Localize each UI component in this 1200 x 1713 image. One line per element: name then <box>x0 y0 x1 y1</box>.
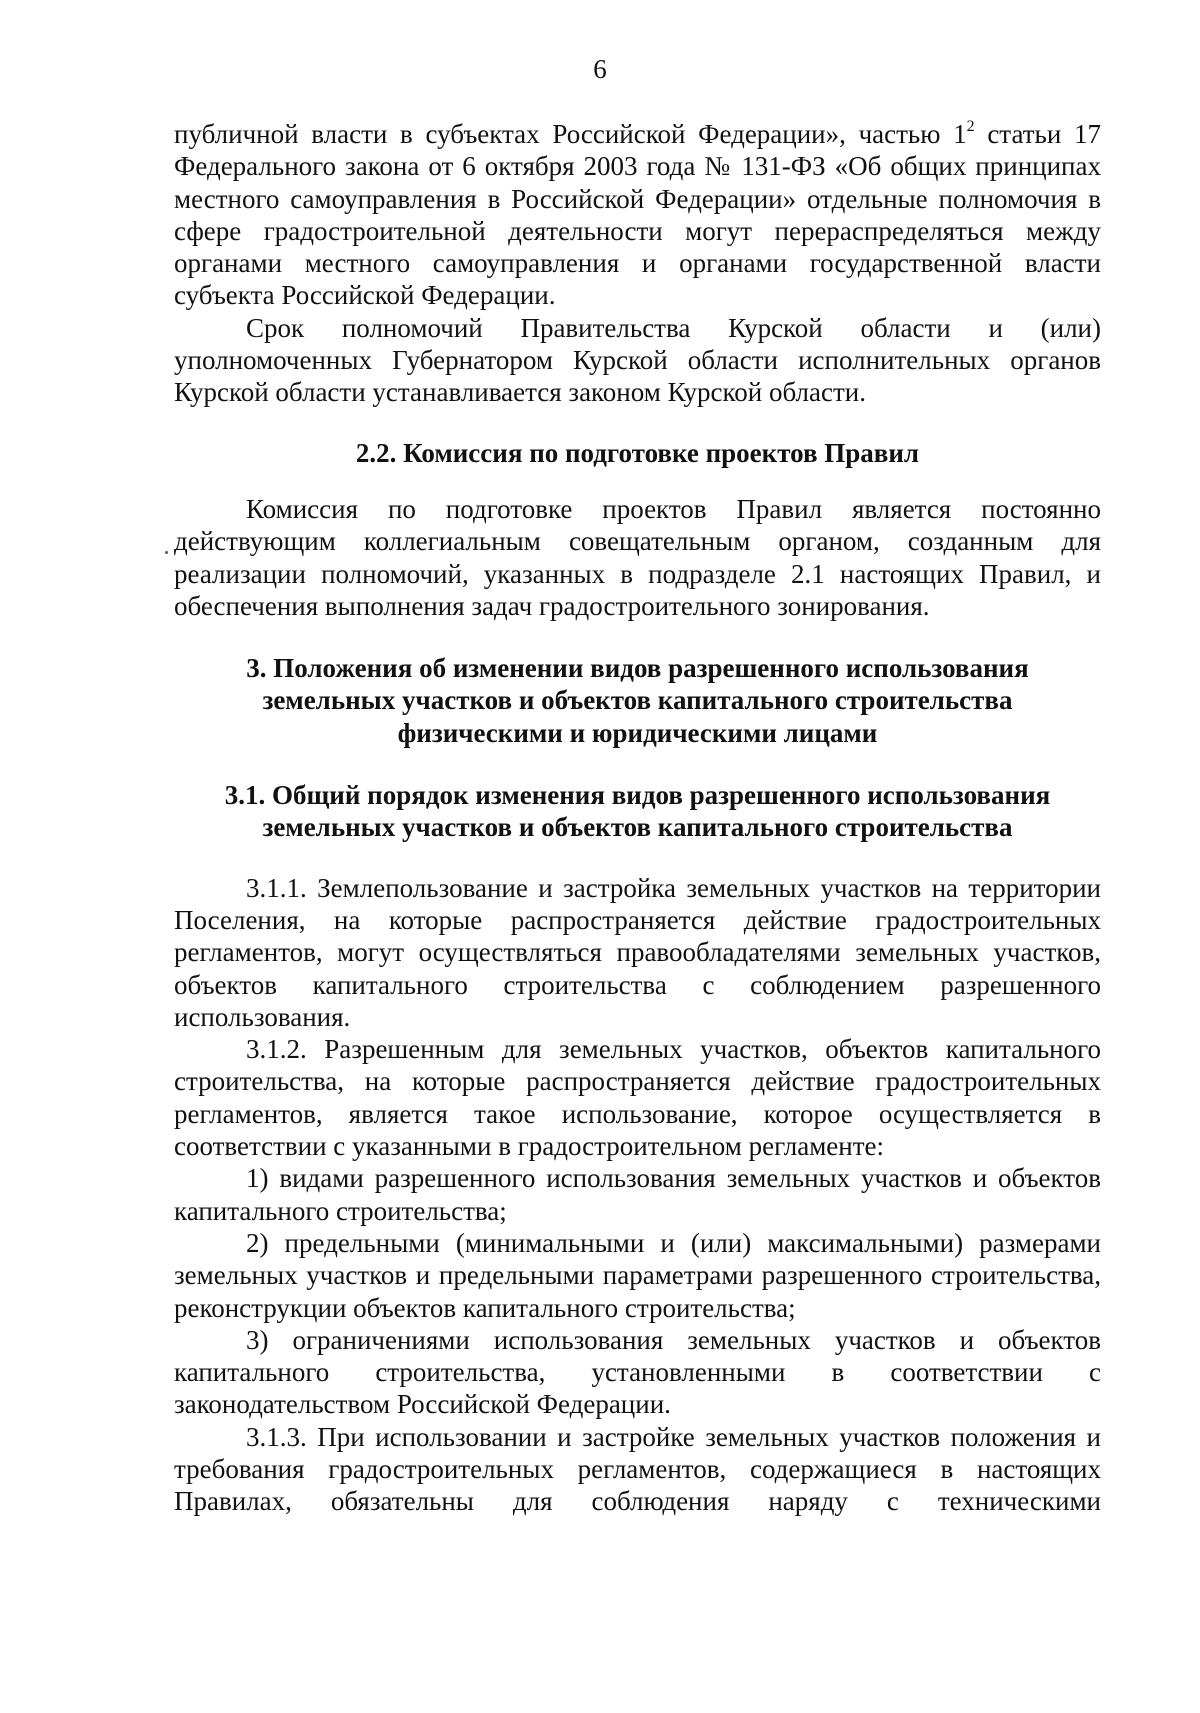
paragraph-3-1-3: 3.1.3. При использовании и застройке земельных участков положения и требования градостроительных регламентов, содержащиеся в настоящих Правилах, обязательны для соблюдения наряду с техническими <box>174 1421 1101 1517</box>
paragraph-3-1-2: 3.1.2. Разрешенным для земельных участков, объектов капитального строительства, на которые распространяется действие градостроительных регламентов, является такое использование, которое осуществляется в соответствии с указанными в градостроительном регламенте: <box>174 1034 1101 1162</box>
paragraph-3-1-1: 3.1.1. Землепользование и застройка земельных участков на территории Поселения, на которые распространяется действие градостроительных регламентов, могут осуществляться правообладателями земельных участков, объектов капитального строительства с соблюдением разрешенного использования. <box>174 872 1101 1032</box>
list-item-2: 2) предельными (минимальными и (или) максимальными) размерами земельных участков и предельными параметрами разрешенного строительства, реконструкции объектов капитального строительства; <box>174 1227 1101 1323</box>
heading-line: земельных участков и объектов капитального строительства <box>262 812 1013 843</box>
section-heading-3-1 <box>174 779 1101 844</box>
scan-speck <box>165 551 168 554</box>
paragraph-continuation <box>174 118 1101 312</box>
heading-line: земельных участков и объектов капитального строительства <box>262 685 1013 716</box>
list-item-3: 3) ограничениями использования земельных участков и объектов капитального строительства, установленными в соответствии с законодательством Российской Федерации. <box>174 1324 1101 1420</box>
heading-line: физическими и юридическими лицами <box>397 717 878 748</box>
paragraph-text: публичной власти в субъектах Российской Федерации», частью 1 <box>174 119 967 149</box>
list-item-1: 1) видами разрешенного использования земельных участков и объектов капитального строительства; <box>174 1163 1101 1226</box>
spacer <box>174 844 1101 872</box>
paragraph-commission: Комиссия по подготовке проектов Правил является постоянно действующим коллегиальным совещательным органом, созданным для реализации полномочий, указанных в подразделе 2.1 настоящих Правил, и обеспечения выполнения задач градостроительного зонирования. <box>174 493 1101 621</box>
superscript: 2 <box>966 118 975 135</box>
document-body <box>174 118 1101 1518</box>
spacer <box>174 409 1101 437</box>
paragraph-term-of-powers: Срок полномочий Правительства Курской области и (или) уполномоченных Губернатором Курской области исполнительных органов Курской области устанавливается законом Курской области. <box>174 312 1101 408</box>
heading-line: 3. Положения об изменении видов разрешенного использования <box>246 653 1029 684</box>
paragraph-text: статьи 17 Федерального закона от 6 октября 2003 года № 131-ФЗ «Об общих принципах местного самоуправления в Российской Федерации» отдельные полномочия в сфере градостроительной деятельности могут перераспределяться между органами местного самоуправления и органами государственной власти субъекта Российской Федерации. <box>174 119 1101 311</box>
section-heading-3 <box>174 652 1101 749</box>
spacer <box>174 622 1101 652</box>
spacer <box>174 469 1101 493</box>
heading-line: 3.1. Общий порядок изменения видов разрешенного использования <box>224 780 1051 811</box>
page-number: 6 <box>593 54 607 84</box>
spacer <box>174 749 1101 779</box>
section-heading-2-2: 2.2. Комиссия по подготовке проектов Правил <box>355 437 920 468</box>
